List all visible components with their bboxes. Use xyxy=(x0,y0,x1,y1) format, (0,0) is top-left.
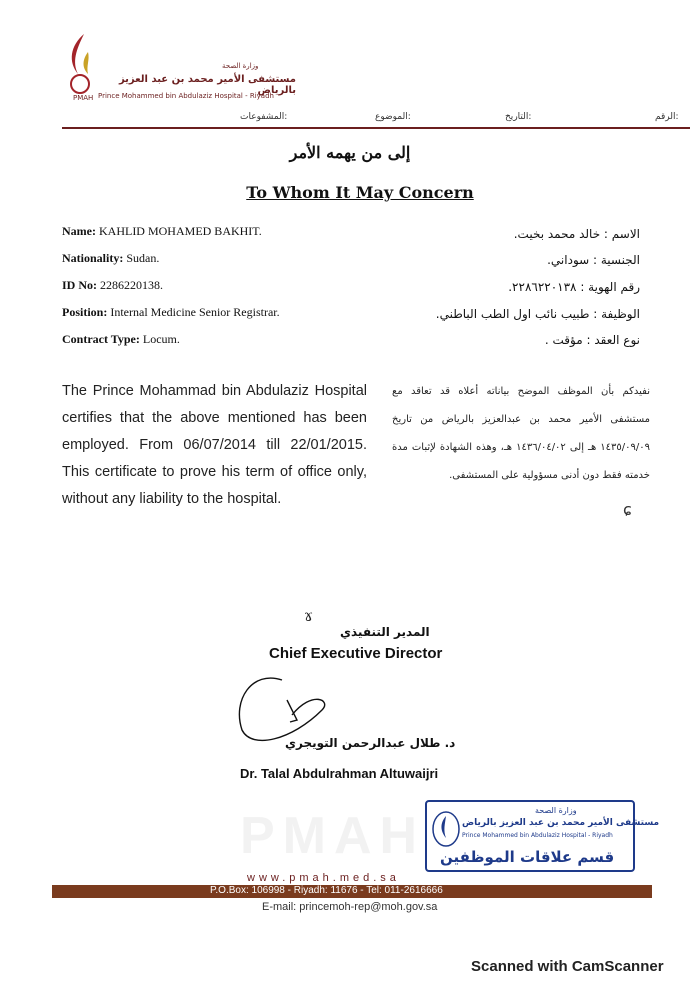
field-nationality-ar: الجنسية : سوداني. xyxy=(547,253,640,267)
stamp-department: قسم علاقات الموظفين xyxy=(440,848,615,866)
stamp-ministry: وزارة الصحة xyxy=(535,806,577,815)
stamp-hospital-ar: مستشفى الأمير محمد بن عبد العزيز بالرياض xyxy=(462,818,660,828)
body-ar: نفيدكم بأن الموظف الموضح بياناته أعلاه قد تعاقد مع مستشفى الأمير محمد بن عبدالعزيز بالرياض من تاريخ ١٤٣٥/٠٩/٠٩ هـ إلى ١٤٣٦/٠٤/٠٢ هـ، وهذه الشهادة لإثبات مدة خدمته فقط دون أدنى مسؤولية على المستشفى. xyxy=(392,386,650,481)
attachments-label: المشفوعات: xyxy=(240,112,288,122)
field-id-ar: رقم الهوية : ٢٢٨٦٢٢٠١٣٨. xyxy=(508,280,640,294)
field-position: Position: Internal Medicine Senior Registrar. xyxy=(62,305,280,319)
field-id: ID No: 2286220138. xyxy=(62,278,163,292)
hospital-name-ar: مستشفى الأمير محمد بن عبد العزيز بالرياض xyxy=(118,74,296,96)
field-name-ar: الاسم : خالد محمد بخيت. xyxy=(513,227,640,241)
footer-website: www.pmah.med.sa xyxy=(247,872,400,884)
ref-label: الرقم: xyxy=(655,112,679,122)
field-nationality: Nationality: Sudan. xyxy=(62,251,160,265)
footer-email: E-mail: princemoh-rep@moh.gov.sa xyxy=(262,901,438,913)
stamp-logo xyxy=(431,810,461,848)
header-divider xyxy=(62,127,690,129)
initial-signature: ɤ xyxy=(304,606,314,625)
field-name: Name: KAHLID MOHAMED BAKHIT. xyxy=(62,224,262,238)
field-contract-ar: نوع العقد : مؤقت . xyxy=(544,333,640,347)
ceo-title-ar: المدير التنفيذي xyxy=(340,625,430,639)
field-contract: Contract Type: Locum. xyxy=(62,332,180,346)
stamp-hospital-en: Prince Mohammed bin Abdulaziz Hospital - Riyadh xyxy=(462,832,613,839)
title-ar: إلى من يهمه الأمر xyxy=(289,143,411,162)
director-name-en: Dr. Talal Abdulrahman Altuwaijri xyxy=(240,766,439,781)
title-en: To Whom It May Concern xyxy=(246,183,474,202)
field-position-ar: الوظيفة : طبيب نائب اول الطب الباطني. xyxy=(435,307,640,321)
date-label: التاريخ: xyxy=(505,112,532,122)
watermark: PMAH xyxy=(240,807,426,865)
initial-mark: ɕ xyxy=(623,500,632,519)
body-en: The Prince Mohammad bin Abdulaziz Hospital certifies that the above mentioned has been employed. From 06/07/2014 till 22/01/2015. This certificate to prove his term of office only, without any liability to the hospital. xyxy=(62,383,367,507)
scanner-watermark: Scanned with CamScanner xyxy=(471,958,664,975)
director-name-ar: د. طلال عبدالرحمن التويجري xyxy=(285,736,456,750)
footer-address: P.O.Box: 106998 - Riyadh: 11676 - Tel: 011-2616666 xyxy=(210,885,443,896)
ceo-title-en: Chief Executive Director xyxy=(269,645,443,662)
logo-text: PMAH xyxy=(73,94,94,102)
hospital-name-en: Prince Mohammed bin Abdulaziz Hospital - Riyadh xyxy=(98,92,274,100)
ministry-name: وزارة الصحة xyxy=(222,62,259,70)
subject-label: الموضوع: xyxy=(375,112,411,122)
